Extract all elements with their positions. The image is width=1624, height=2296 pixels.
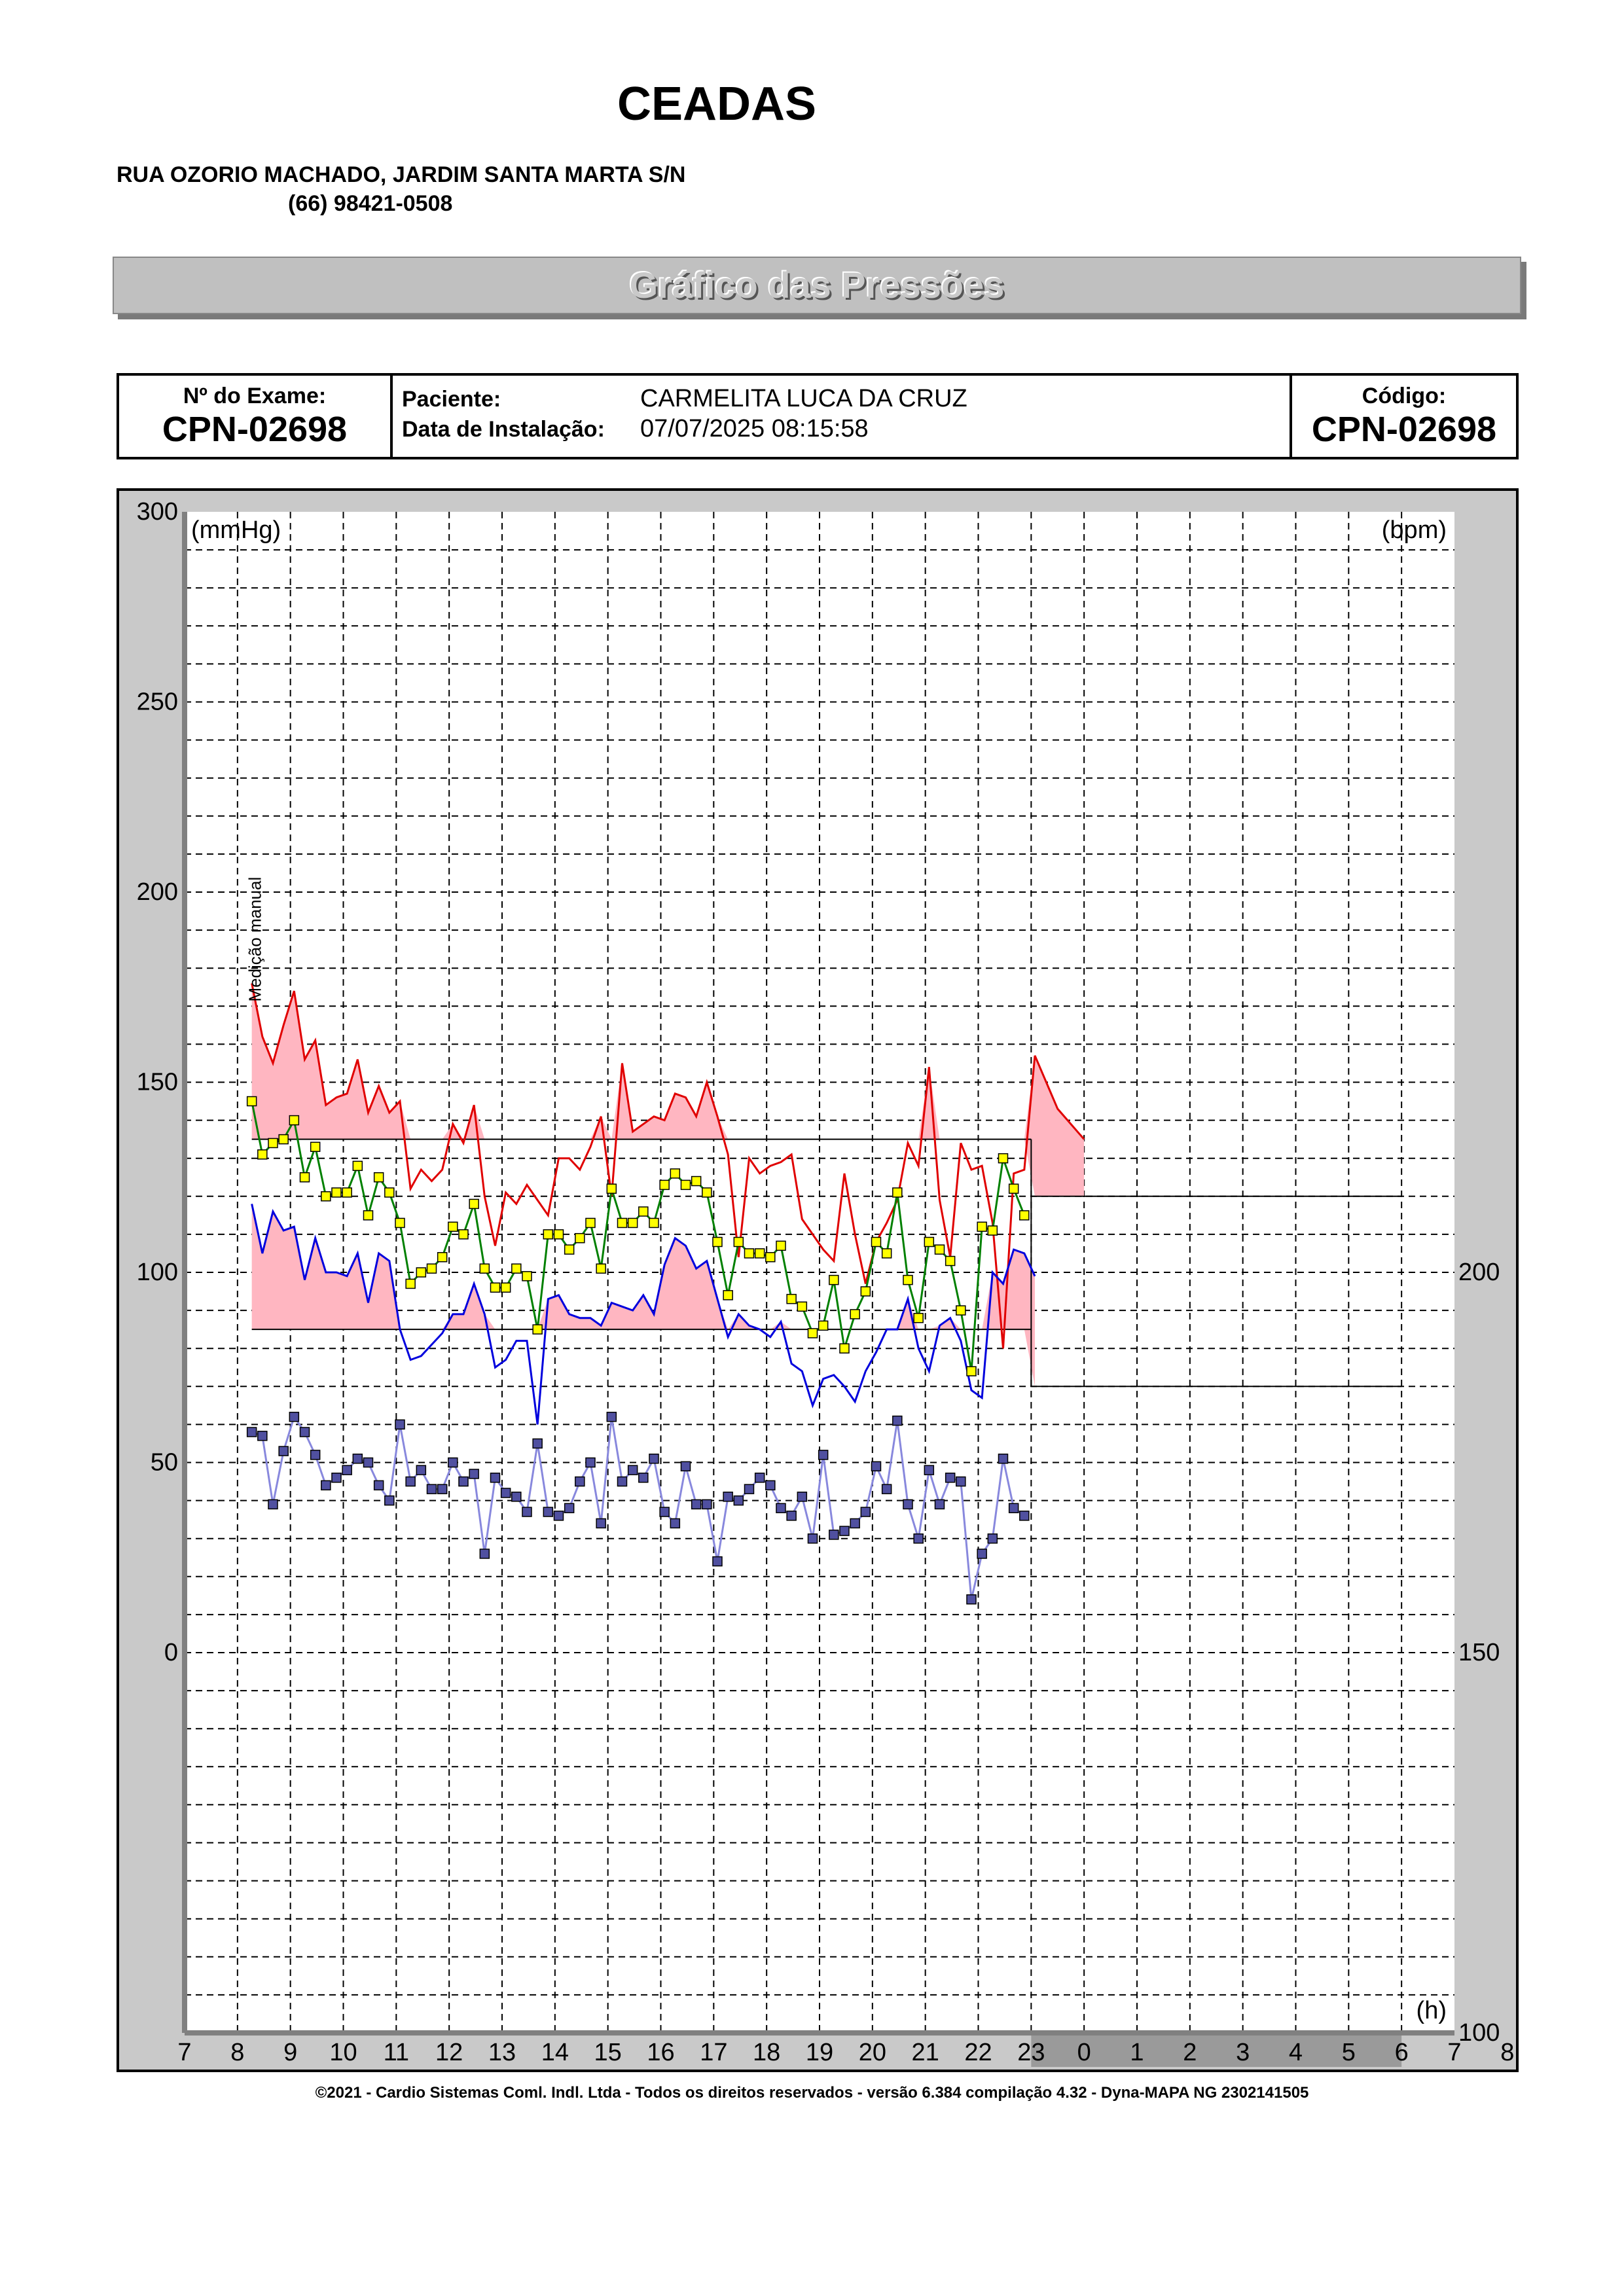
mean-point xyxy=(935,1245,944,1254)
pulse-pressure-point xyxy=(490,1473,499,1482)
x-tick-label: 22 xyxy=(964,2039,992,2066)
pulse-pressure-point xyxy=(819,1450,828,1460)
mean-point xyxy=(416,1268,425,1277)
x-tick-label: 17 xyxy=(700,2039,728,2066)
patient-row xyxy=(402,385,967,413)
y-right-tick-label: 200 xyxy=(1458,1259,1500,1286)
mean-point xyxy=(1020,1211,1029,1220)
pulse-pressure-point xyxy=(448,1458,458,1467)
chart-frame xyxy=(117,488,1519,2072)
mean-point xyxy=(956,1306,965,1315)
mean-point xyxy=(861,1287,870,1296)
pulse-pressure-point xyxy=(639,1473,648,1482)
x-tick-label: 23 xyxy=(1017,2039,1045,2066)
x-tick-label: 9 xyxy=(283,2039,298,2066)
pulse-pressure-point xyxy=(787,1511,796,1520)
pulse-pressure-point xyxy=(797,1492,806,1501)
mean-point xyxy=(766,1253,775,1262)
mean-point xyxy=(713,1238,722,1247)
footer-copyright: ©2021 - Cardio Sistemas Coml. Indl. Ltda - Todos os direitos reservados - versão 6.384 compilação 4.32 - Dyna-MAPA NG 2302141505 xyxy=(315,2084,1309,2102)
mean-point xyxy=(681,1180,690,1189)
pulse-pressure-point xyxy=(279,1446,288,1456)
mean-point xyxy=(977,1222,986,1231)
y-left-tick-label: 50 xyxy=(150,1448,178,1477)
mean-point xyxy=(639,1207,648,1216)
mean-point xyxy=(670,1169,679,1178)
y-left-tick-label: 100 xyxy=(136,1259,178,1286)
pulse-pressure-point xyxy=(554,1511,563,1520)
x-tick-label: 19 xyxy=(805,2039,834,2066)
pulse-pressure-point xyxy=(871,1462,880,1471)
pulse-pressure-point xyxy=(744,1484,753,1494)
pulse-pressure-point xyxy=(967,1595,976,1604)
mean-point xyxy=(395,1218,405,1227)
mean-point xyxy=(702,1188,712,1197)
pulse-pressure-point xyxy=(416,1465,425,1475)
exam-number-label: Nº do Exame: xyxy=(183,384,327,408)
pulse-pressure-point xyxy=(840,1526,849,1535)
org-phone: (66) 98421-0508 xyxy=(288,191,453,216)
mean-point xyxy=(1009,1184,1019,1193)
x-tick-label: 7 xyxy=(1447,2039,1462,2066)
mean-point xyxy=(586,1218,595,1227)
y-right-tick-label: 100 xyxy=(1458,2019,1500,2047)
x-tick-label: 8 xyxy=(1500,2039,1515,2066)
mean-point xyxy=(289,1116,298,1125)
mean-point xyxy=(924,1238,933,1247)
chart-banner xyxy=(113,257,1521,314)
pulse-pressure-point xyxy=(596,1518,605,1528)
pulse-pressure-point xyxy=(670,1518,679,1528)
pulse-pressure-point xyxy=(935,1499,944,1509)
x-tick-label: 16 xyxy=(647,2039,675,2066)
code-cell xyxy=(1292,376,1516,457)
mean-point xyxy=(903,1276,912,1285)
pulse-pressure-point xyxy=(438,1484,447,1494)
pulse-pressure-point xyxy=(427,1484,436,1494)
x-tick-label: 10 xyxy=(329,2039,357,2066)
mean-point xyxy=(311,1142,320,1151)
pulse-pressure-point xyxy=(829,1530,839,1539)
pulse-pressure-point xyxy=(755,1473,765,1482)
install-row xyxy=(402,415,869,443)
mean-point xyxy=(342,1188,352,1197)
mean-point xyxy=(448,1222,458,1231)
pulse-pressure-point xyxy=(522,1507,532,1516)
org-address: RUA OZORIO MACHADO, JARDIM SANTA MARTA S/N xyxy=(117,162,686,187)
pulse-pressure-point xyxy=(332,1473,341,1482)
pulse-pressure-point xyxy=(501,1488,511,1498)
pulse-pressure-point xyxy=(850,1518,859,1528)
mean-point xyxy=(406,1279,415,1288)
y-left-tick-label: 0 xyxy=(164,1639,178,1666)
x-tick-label: 13 xyxy=(488,2039,516,2066)
x-tick-label: 20 xyxy=(858,2039,886,2066)
x-tick-label: 11 xyxy=(383,2039,410,2066)
exam-info-box xyxy=(117,373,1519,459)
pulse-pressure-point xyxy=(1020,1511,1029,1520)
pulse-pressure-point xyxy=(861,1507,870,1516)
x-tick-label: 1 xyxy=(1130,2039,1144,2066)
pulse-pressure-point xyxy=(660,1507,669,1516)
pulse-pressure-point xyxy=(808,1534,817,1543)
pulse-pressure-point xyxy=(649,1454,659,1463)
x-tick-label: 2 xyxy=(1183,2039,1197,2066)
pulse-pressure-point xyxy=(469,1469,478,1479)
mean-point xyxy=(268,1138,278,1147)
mean-point xyxy=(787,1295,796,1304)
mean-point xyxy=(374,1173,384,1182)
mean-point xyxy=(247,1097,257,1106)
pulse-pressure-point xyxy=(321,1480,331,1490)
mean-point xyxy=(554,1230,563,1239)
pulse-pressure-point xyxy=(512,1492,521,1501)
pulse-pressure-point xyxy=(353,1454,362,1463)
mean-point xyxy=(533,1325,542,1334)
mean-point xyxy=(543,1230,552,1239)
x-tick-label: 18 xyxy=(753,2039,781,2066)
pulse-pressure-point xyxy=(565,1503,574,1513)
pressure-chart xyxy=(119,491,1516,2070)
mean-point xyxy=(565,1245,574,1254)
mean-point xyxy=(723,1291,732,1300)
pulse-pressure-point xyxy=(977,1549,986,1558)
mean-point xyxy=(512,1264,521,1273)
mean-point xyxy=(353,1161,362,1170)
mean-point xyxy=(522,1272,532,1281)
mean-point xyxy=(755,1249,765,1258)
pulse-pressure-point xyxy=(924,1465,933,1475)
pulse-pressure-point xyxy=(681,1462,690,1471)
x-tick-label: 6 xyxy=(1394,2039,1409,2066)
pulse-pressure-point xyxy=(617,1477,626,1486)
pulse-pressure-point xyxy=(713,1557,722,1566)
x-tick-label: 12 xyxy=(435,2039,463,2066)
mean-point xyxy=(988,1226,997,1235)
pulse-pressure-point xyxy=(575,1477,585,1486)
mean-point xyxy=(321,1192,331,1201)
pulse-pressure-point xyxy=(776,1503,785,1513)
mean-point xyxy=(300,1173,309,1182)
mean-point xyxy=(829,1276,839,1285)
pulse-pressure-point xyxy=(268,1499,278,1509)
mean-point xyxy=(744,1249,753,1258)
mean-point xyxy=(850,1310,859,1319)
pulse-pressure-point xyxy=(374,1480,384,1490)
mean-point xyxy=(914,1314,923,1323)
pulse-pressure-point xyxy=(903,1499,912,1509)
mean-point xyxy=(332,1188,341,1197)
patient-name: CARMELITA LUCA DA CRUZ xyxy=(640,385,967,412)
pulse-pressure-point xyxy=(289,1412,298,1422)
install-date-label: Data de Instalação: xyxy=(402,417,605,442)
patient-label: Paciente: xyxy=(402,387,501,412)
exam-number: CPN-02698 xyxy=(162,410,348,449)
pulse-pressure-point xyxy=(406,1477,415,1486)
pulse-pressure-point xyxy=(723,1492,732,1501)
code-value: CPN-02698 xyxy=(1311,410,1497,449)
pulse-pressure-point xyxy=(702,1499,712,1509)
x-tick-label: 8 xyxy=(230,2039,245,2066)
mean-point xyxy=(946,1257,955,1266)
banner-title: Gráfico das Pressões xyxy=(629,264,1005,306)
mean-point xyxy=(480,1264,489,1273)
x-tick-label: 3 xyxy=(1236,2039,1250,2066)
pulse-pressure-point xyxy=(628,1465,638,1475)
pulse-pressure-point xyxy=(480,1549,489,1558)
pulse-pressure-point xyxy=(258,1431,267,1441)
mean-point xyxy=(363,1211,372,1220)
mean-point xyxy=(660,1180,669,1189)
x-tick-label: 7 xyxy=(177,2039,192,2066)
manual-measure-note: Medição manual xyxy=(245,876,265,1002)
mean-point xyxy=(575,1234,585,1243)
install-date: 07/07/2025 08:15:58 xyxy=(640,415,869,442)
mean-point xyxy=(871,1238,880,1247)
pulse-pressure-point xyxy=(766,1480,775,1490)
mean-point xyxy=(797,1302,806,1311)
pulse-pressure-point xyxy=(893,1416,902,1426)
pulse-pressure-point xyxy=(998,1454,1007,1463)
pulse-pressure-point xyxy=(914,1534,923,1543)
pulse-pressure-point xyxy=(459,1477,468,1486)
org-name: CEADAS xyxy=(617,78,817,130)
x-tick-label: 5 xyxy=(1341,2039,1356,2066)
mean-point xyxy=(459,1230,468,1239)
pulse-pressure-point xyxy=(946,1473,955,1482)
code-label: Código: xyxy=(1362,384,1447,408)
mean-point xyxy=(501,1283,511,1292)
y-right-unit: (bpm) xyxy=(1381,516,1447,544)
x-tick-label: 0 xyxy=(1077,2039,1091,2066)
x-tick-label: 21 xyxy=(911,2039,939,2066)
mean-point xyxy=(649,1218,659,1227)
pulse-pressure-point xyxy=(882,1484,892,1494)
pulse-pressure-point xyxy=(607,1412,616,1422)
mean-point xyxy=(490,1283,499,1292)
pulse-pressure-point xyxy=(300,1427,309,1437)
mean-point xyxy=(734,1238,743,1247)
mean-point xyxy=(596,1264,605,1273)
x-unit: (h) xyxy=(1416,1997,1447,2024)
mean-point xyxy=(617,1218,626,1227)
pulse-pressure-point xyxy=(342,1465,352,1475)
y-left-tick-label: 200 xyxy=(136,878,178,906)
mean-point xyxy=(469,1199,478,1208)
pulse-pressure-point xyxy=(988,1534,997,1543)
mean-point xyxy=(692,1177,701,1186)
y-left-tick-label: 250 xyxy=(136,688,178,716)
mean-point xyxy=(808,1329,817,1338)
pulse-pressure-point xyxy=(311,1450,320,1460)
mean-point xyxy=(438,1253,447,1262)
pulse-pressure-point xyxy=(586,1458,595,1467)
x-tick-label: 4 xyxy=(1288,2039,1303,2066)
pulse-pressure-point xyxy=(543,1507,552,1516)
pulse-pressure-point xyxy=(692,1499,701,1509)
pulse-pressure-point xyxy=(956,1477,965,1486)
pulse-pressure-point xyxy=(734,1496,743,1505)
pulse-pressure-point xyxy=(247,1427,257,1437)
mean-point xyxy=(882,1249,892,1258)
y-left-tick-label: 300 xyxy=(136,498,178,526)
pulse-pressure-point xyxy=(385,1496,394,1505)
mean-point xyxy=(967,1367,976,1376)
y-left-tick-label: 150 xyxy=(136,1068,178,1096)
mean-point xyxy=(628,1218,638,1227)
x-tick-label: 15 xyxy=(594,2039,622,2066)
pulse-pressure-point xyxy=(1009,1503,1019,1513)
mean-point xyxy=(258,1150,267,1159)
pulse-pressure-point xyxy=(533,1439,542,1448)
mean-point xyxy=(819,1321,828,1330)
x-tick-label: 14 xyxy=(541,2039,569,2066)
mean-point xyxy=(385,1188,394,1197)
mean-point xyxy=(279,1135,288,1144)
mean-point xyxy=(427,1264,436,1273)
mean-point xyxy=(893,1188,902,1197)
pulse-pressure-point xyxy=(395,1420,405,1429)
pulse-pressure-point xyxy=(363,1458,372,1467)
y-right-tick-label: 150 xyxy=(1458,1639,1500,1666)
mean-point xyxy=(840,1344,849,1353)
mean-point xyxy=(776,1241,785,1250)
exam-number-cell xyxy=(119,376,393,457)
patient-cell xyxy=(393,376,1292,457)
mean-point xyxy=(607,1184,616,1193)
y-left-unit: (mmHg) xyxy=(191,516,281,544)
mean-point xyxy=(998,1154,1007,1163)
